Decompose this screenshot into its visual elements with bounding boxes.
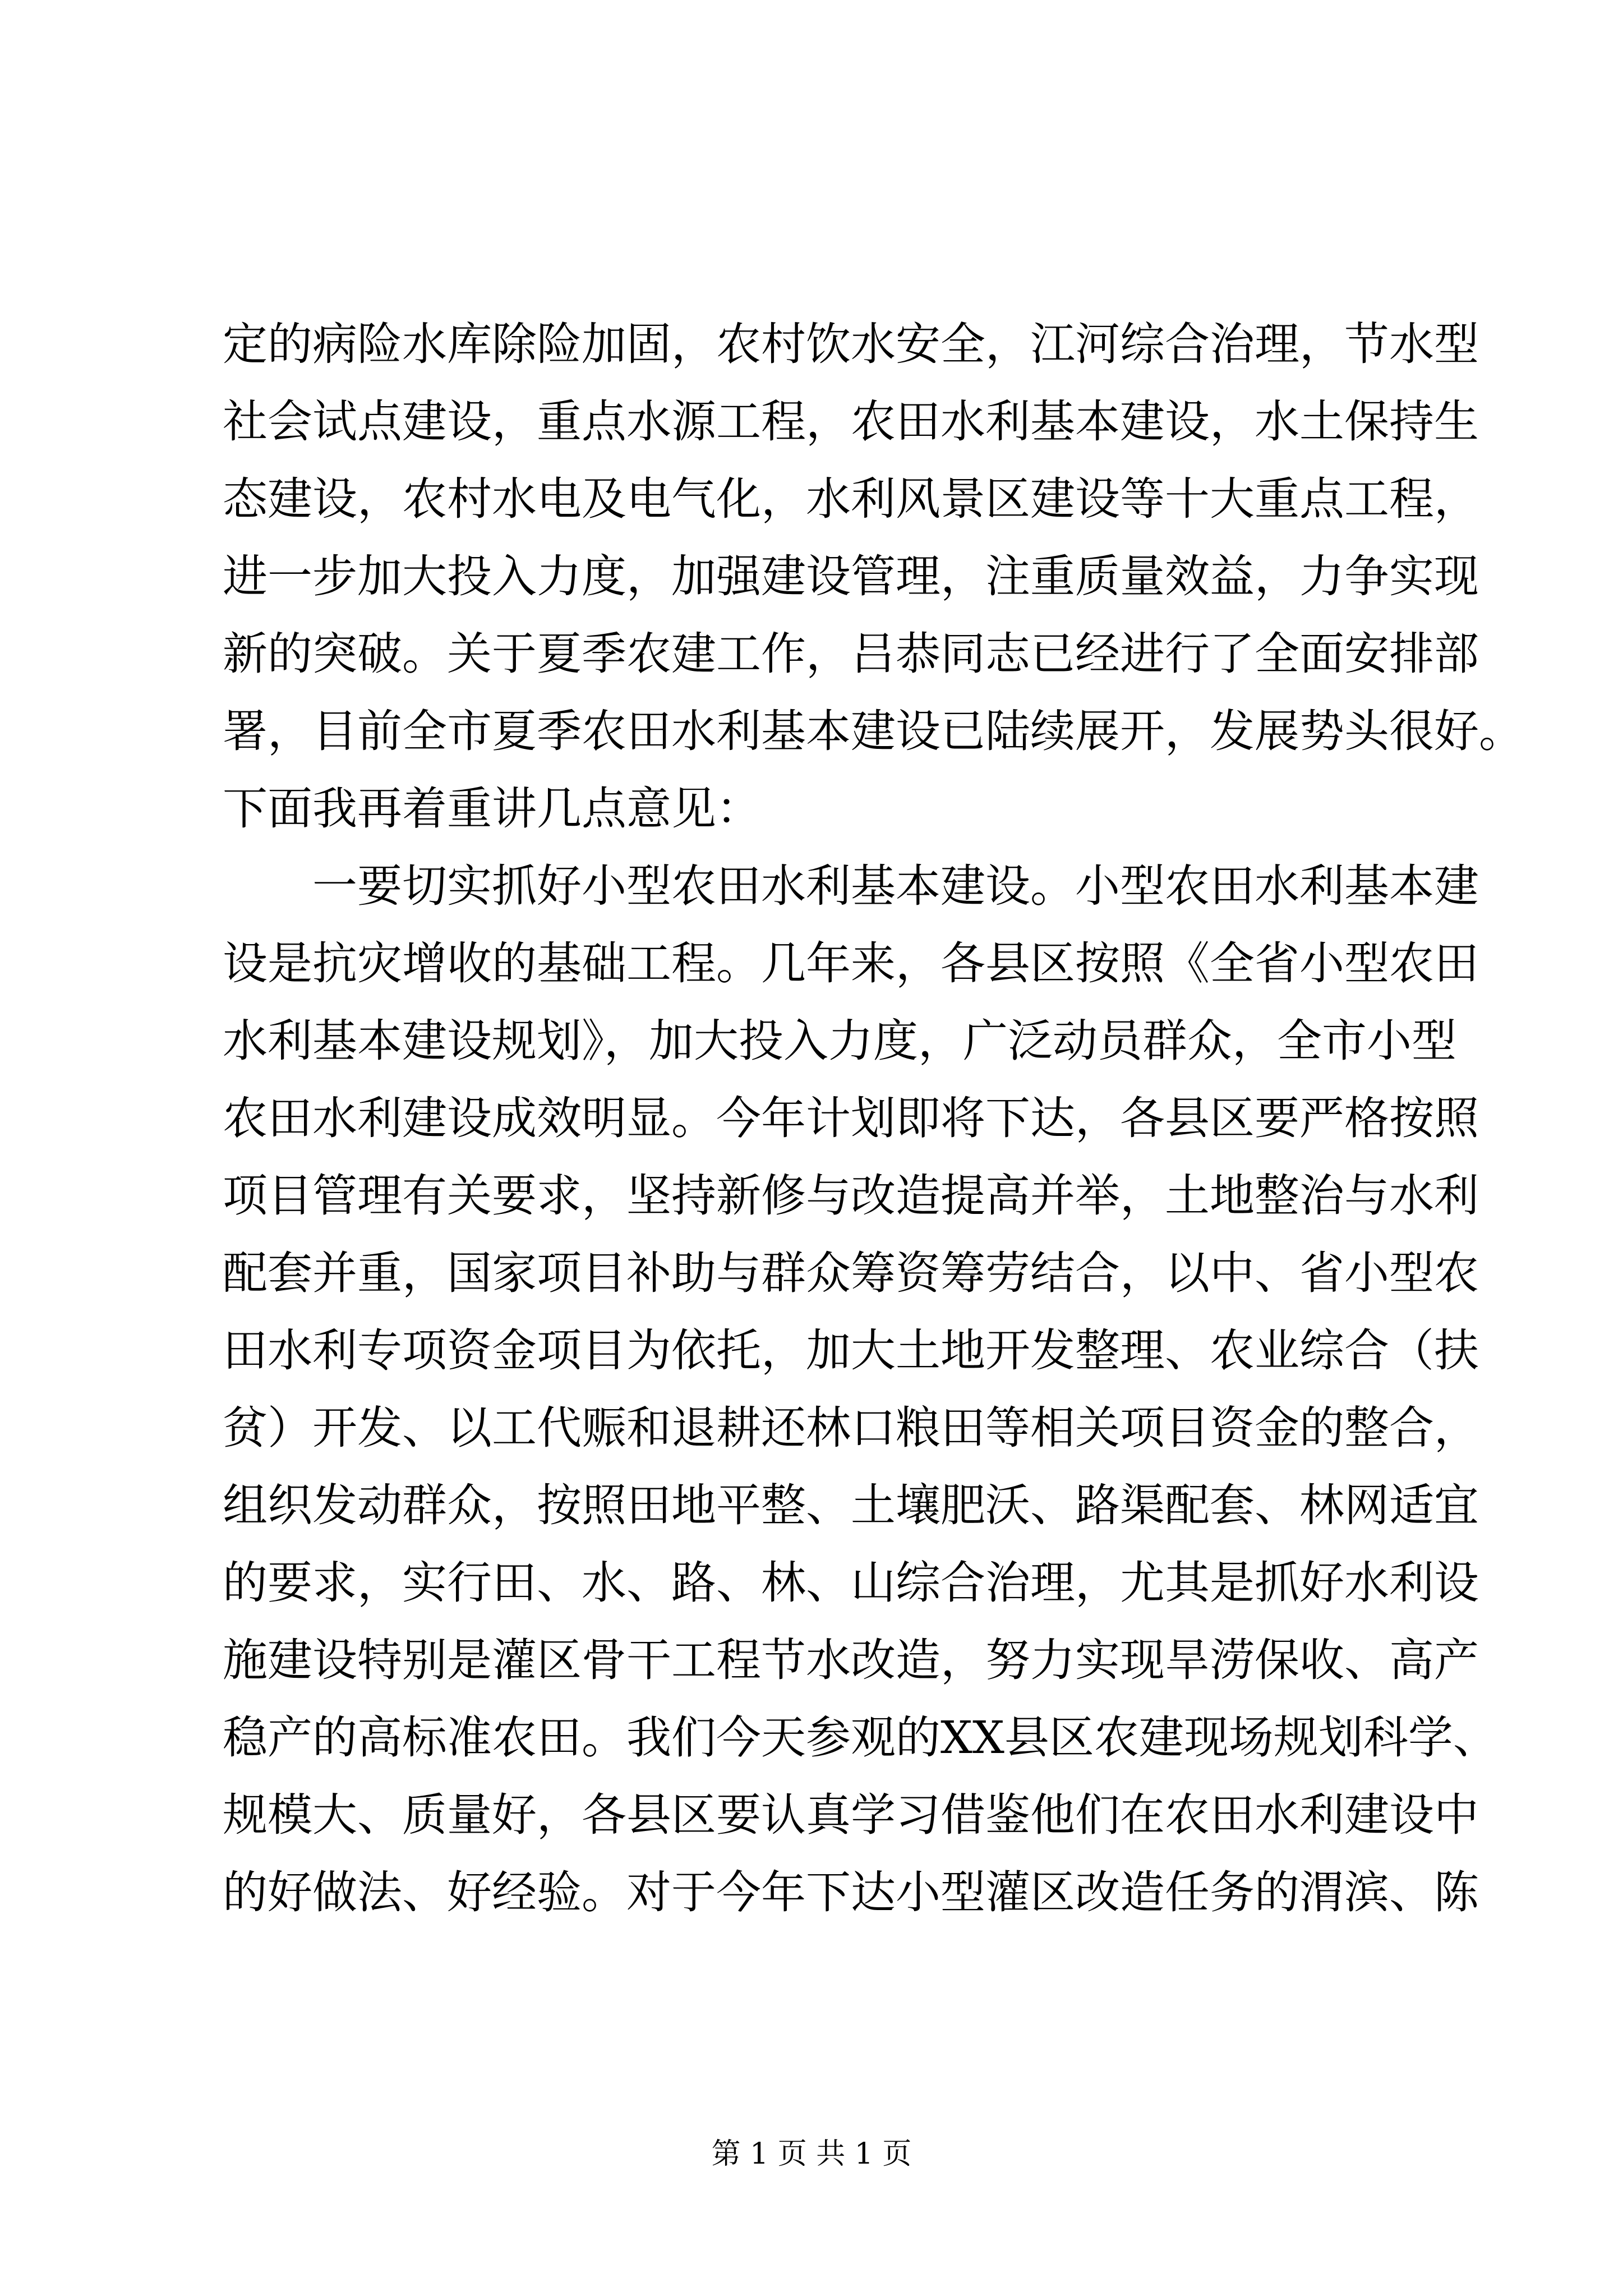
- text-line: 农田水利建设成效明显。今年计划即将下达，各县区要严格按照: [223, 1092, 1479, 1144]
- text-line: 水利基本建设规划》，加大投入力度，广泛动员群众，全市小型: [223, 1015, 1456, 1067]
- text-line: 署，目前全市夏季农田水利基本建设已陆续展开，发展势头很好。: [223, 705, 1524, 757]
- text-line: 定的病险水库除险加固，农村饮水安全，江河综合治理，节水型: [223, 318, 1479, 370]
- text-line: 规模大、质量好，各县区要认真学习借鉴他们在农田水利建设中: [223, 1789, 1479, 1841]
- text-line: 新的突破。关于夏季农建工作，吕恭同志已经进行了全面安排部: [223, 628, 1479, 680]
- page-footer: 第 1 页 共 1 页: [711, 2137, 912, 2171]
- text-line: 下面我再着重讲几点意见：: [223, 783, 761, 835]
- text-line: 的好做法、好经验。对于今年下达小型灌区改造任务的渭滨、陈: [223, 1866, 1479, 1918]
- text-line: 田水利专项资金项目为依托，加大土地开发整理、农业综合（扶: [223, 1324, 1479, 1377]
- text-line: 项目管理有关要求，坚持新修与改造提高并举，土地整治与水利: [223, 1170, 1479, 1222]
- text-line: 组织发动群众，按照田地平整、土壤肥沃、路渠配套、林网适宜: [223, 1479, 1479, 1531]
- text-line: 配套并重，国家项目补助与群众筹资筹劳结合，以中、省小型农: [223, 1247, 1479, 1299]
- text-line: 贫）开发、以工代赈和退耕还林口粮田等相关项目资金的整合，: [223, 1402, 1479, 1454]
- text-line: 社会试点建设，重点水源工程，农田水利基本建设，水土保持生: [223, 395, 1479, 448]
- text-line: 的要求，实行田、水、路、林、山综合治理，尤其是抓好水利设: [223, 1557, 1479, 1609]
- text-line: 施建设特别是灌区骨干工程节水改造，努力实现旱涝保收、高产: [223, 1634, 1479, 1686]
- text-line: 进一步加大投入力度，加强建设管理，注重质量效益，力争实现: [223, 550, 1479, 602]
- text-line: 态建设，农村水电及电气化，水利风景区建设等十大重点工程，: [223, 473, 1479, 525]
- text-line: 稳产的高标准农田。我们今天参观的XX县区农建现场规划科学、: [223, 1711, 1498, 1764]
- body-text: [223, 306, 1524, 1931]
- text-line: 设是抗灾增收的基础工程。几年来，各县区按照《全省小型农田: [223, 937, 1479, 990]
- text-line: 一要切实抓好小型农田水利基本建设。小型农田水利基本建: [312, 860, 1479, 912]
